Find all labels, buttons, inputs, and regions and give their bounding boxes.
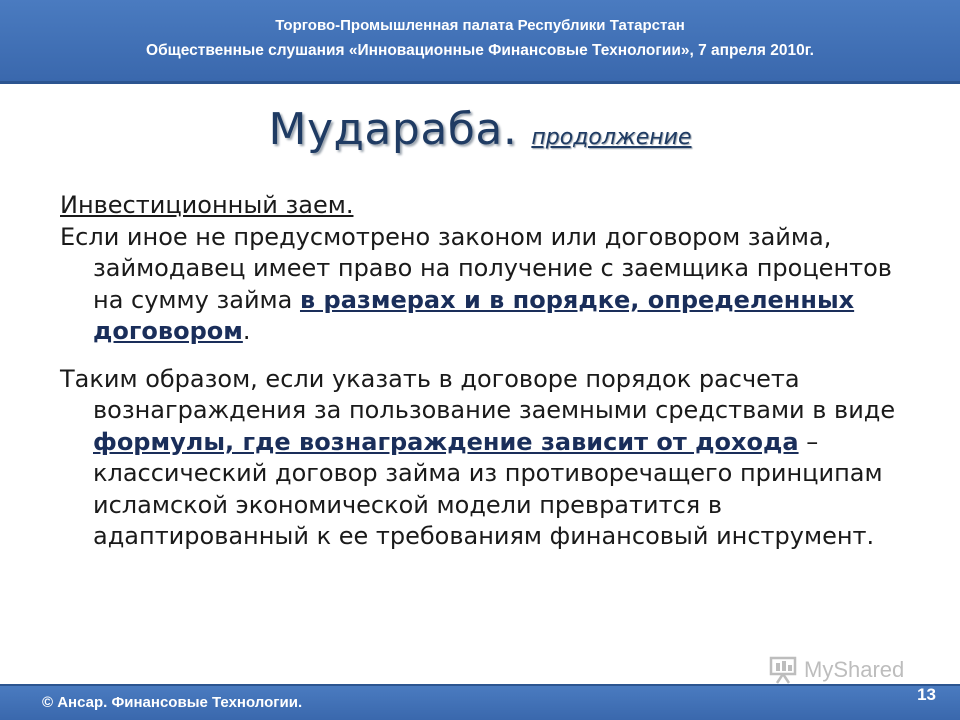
header-organization: Торгово-Промышленная палата Республики Татарстан <box>275 17 685 34</box>
footer-bar <box>0 684 960 720</box>
watermark <box>768 655 904 685</box>
page-number: 13 <box>917 685 936 704</box>
header-event: Общественные слушания «Инновационные Финансовые Технологии», 7 апреля 2010г. <box>146 42 814 59</box>
paragraph-1-text: Если иное не предусмотрено законом или договором займа, займодавец имеет право на получение с заемщика процентов на сумму займа <box>60 222 892 314</box>
slide-title <box>0 104 960 155</box>
header-bar <box>0 0 960 84</box>
paragraph-1-emphasis: в размерах и в порядке, определенных договором <box>93 285 855 345</box>
presentation-board-icon <box>768 656 798 684</box>
watermark-text: MyShared <box>804 657 905 682</box>
footer-copyright: © Ансар. Финансовые Технологии. <box>42 694 303 711</box>
title-main: Мудараба. <box>268 104 518 155</box>
title-continuation: продолжение <box>531 125 692 150</box>
paragraph-1-end: . <box>242 317 251 345</box>
body-heading: Инвестиционный заем. <box>60 191 354 219</box>
slide-body <box>60 190 900 553</box>
paragraph-2-emphasis: формулы, где вознаграждение зависит от дохода <box>93 427 799 456</box>
paragraph-1 <box>60 222 900 348</box>
paragraph-2-end: – классический договор займа из противоречащего принципам исламской экономической модели превратится в адаптированный к ее требованиям финансовый инструмент. <box>93 427 883 550</box>
paragraph-2 <box>60 364 900 553</box>
paragraph-2-text: Таким образом, если указать в договоре порядок расчета вознаграждения за пользование заемными средствами в виде <box>60 364 896 424</box>
